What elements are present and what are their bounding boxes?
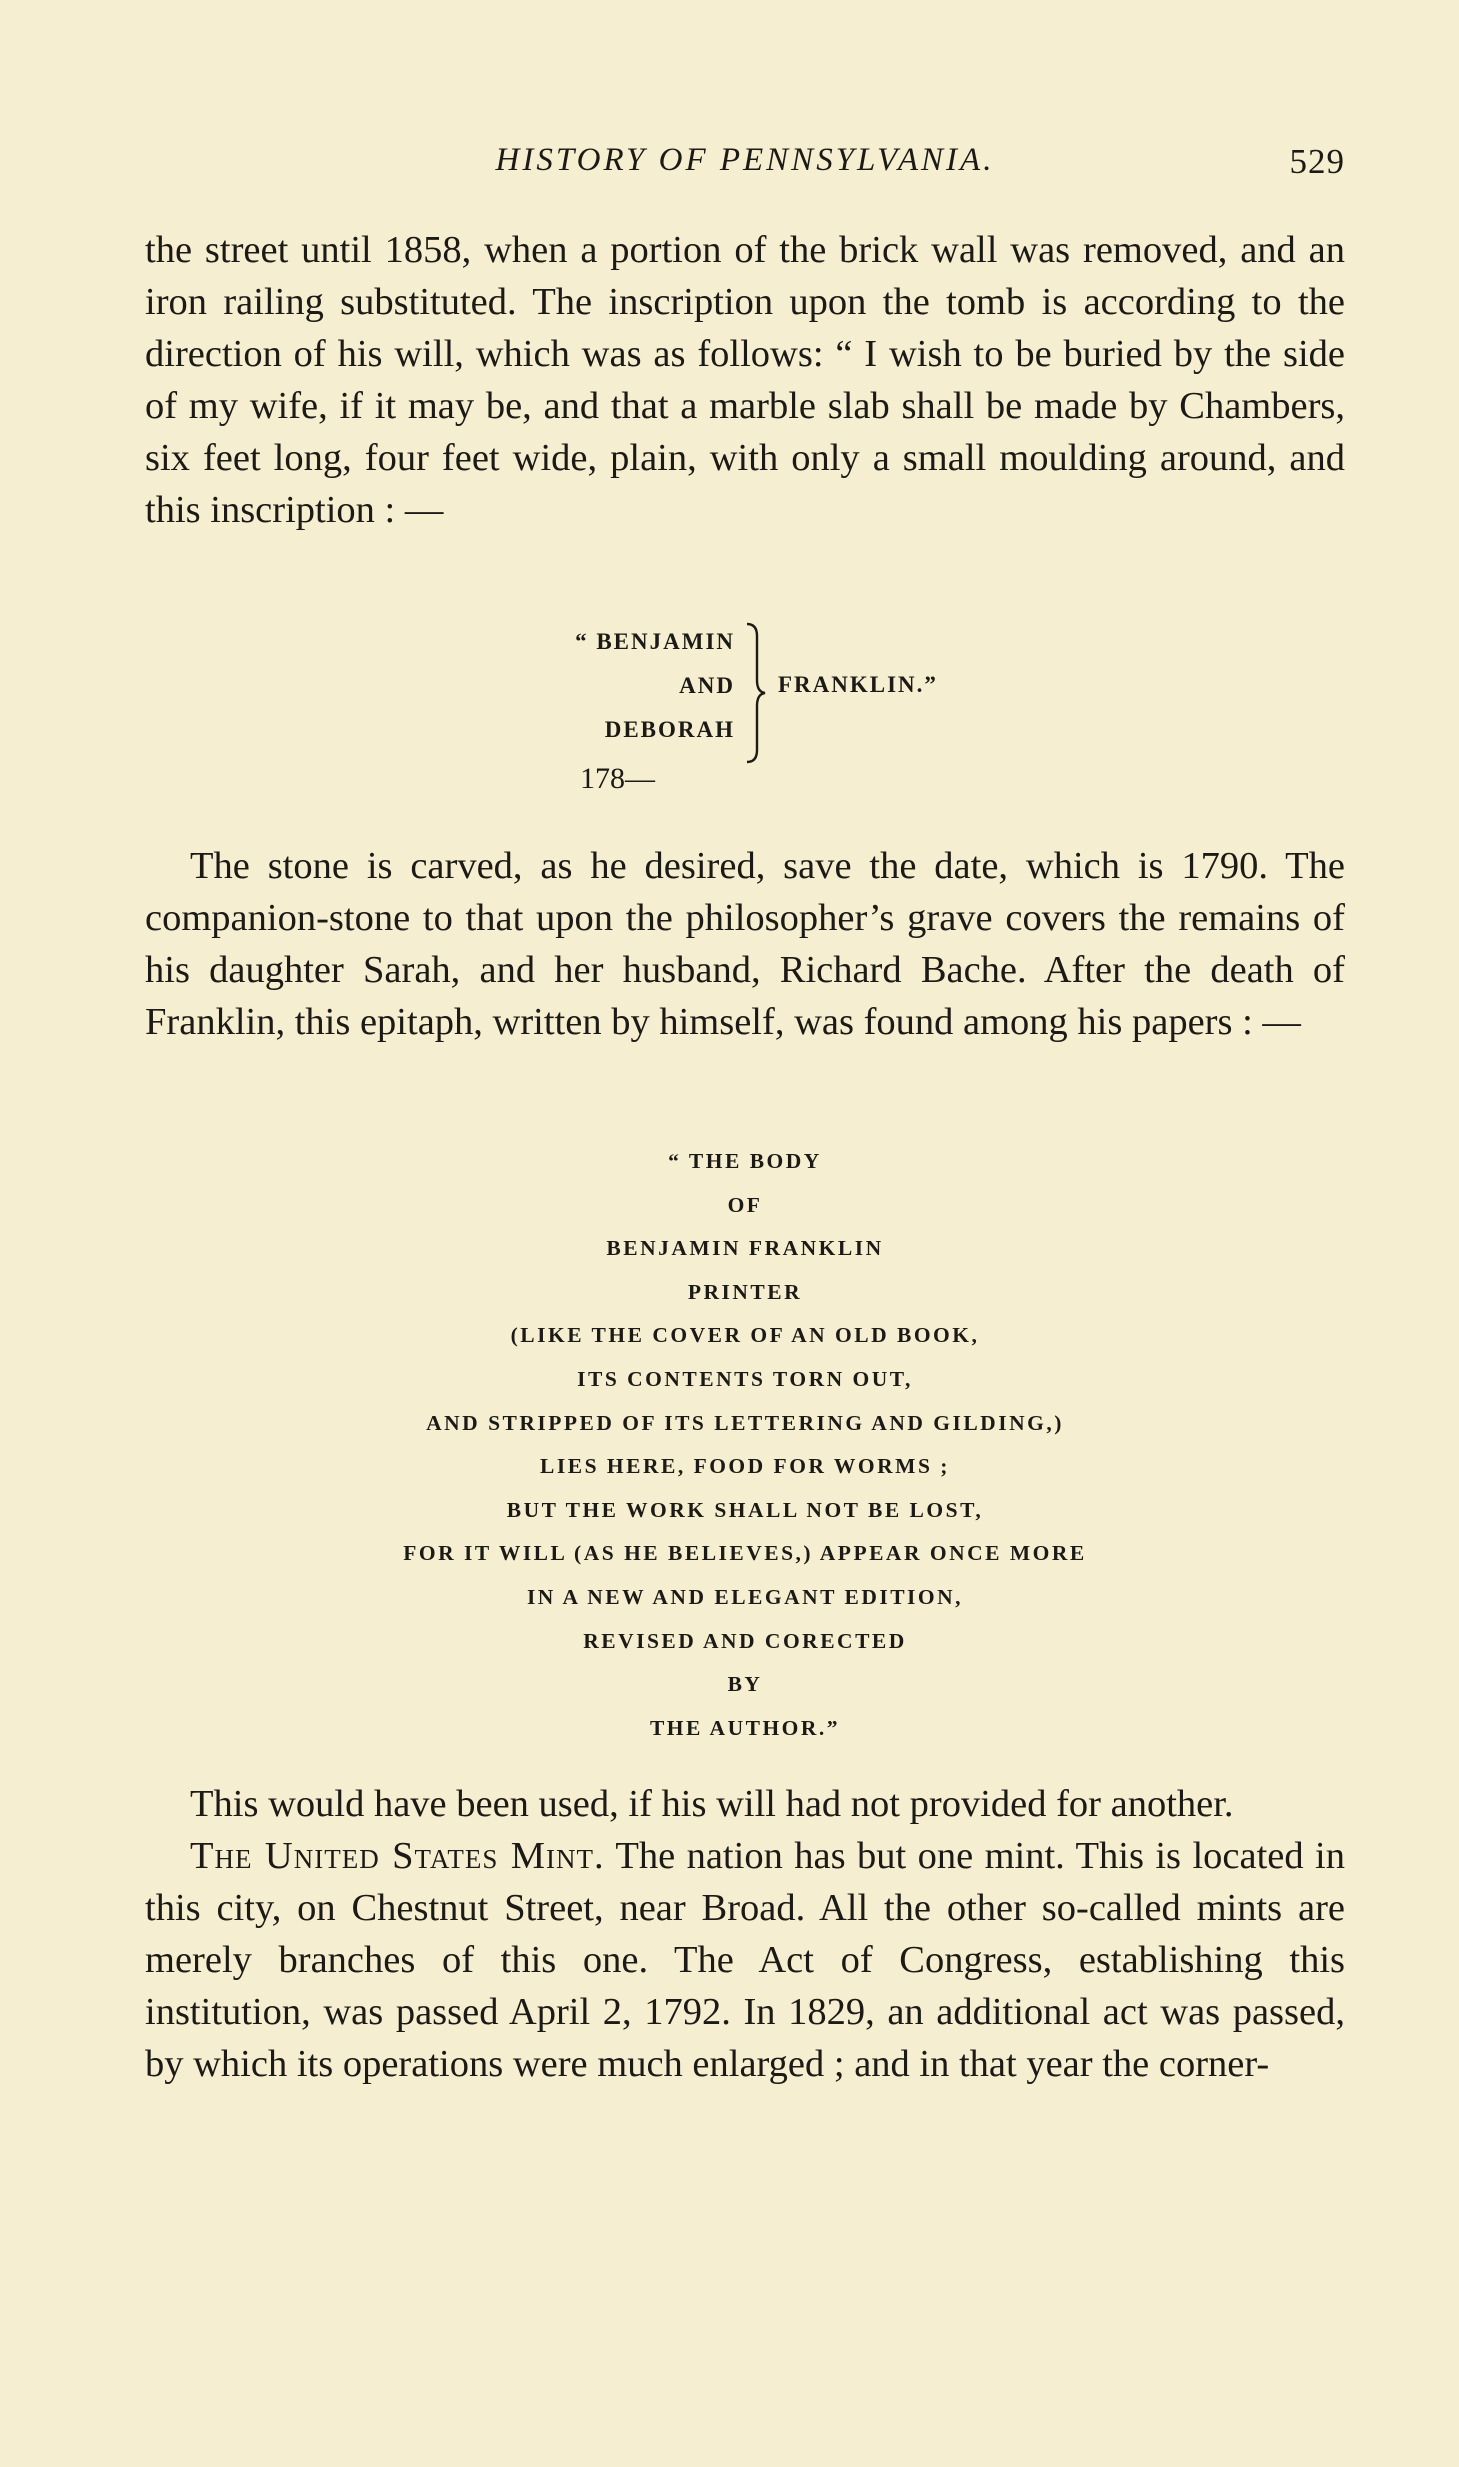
body-text-top bbox=[145, 224, 1345, 536]
page-number: 529 bbox=[1289, 142, 1345, 181]
epitaph-line: BENJAMIN FRANKLIN bbox=[606, 1236, 884, 1261]
epitaph-line: IN A NEW AND ELEGANT EDITION, bbox=[526, 1584, 964, 1609]
epitaph-line: ITS CONTENTS TORN OUT, bbox=[577, 1366, 913, 1391]
inscription-line-benjamin: “ BENJAMIN bbox=[575, 629, 735, 654]
epitaph-line: FOR IT WILL (AS HE BELIEVES,) APPEAR ONCE MORE bbox=[403, 1541, 1087, 1566]
epitaph-line: OF bbox=[727, 1192, 763, 1217]
inscription-names bbox=[500, 620, 735, 752]
inscription-surname: FRANKLIN.” bbox=[778, 672, 938, 697]
epitaph-line: BUT THE WORK SHALL NOT BE LOST, bbox=[506, 1497, 984, 1522]
epitaph-block bbox=[145, 1140, 1345, 1750]
right-brace-icon bbox=[745, 622, 767, 764]
inscription-line-deborah: DEBORAH bbox=[604, 717, 735, 742]
inscription-date: 178— bbox=[580, 762, 655, 795]
epitaph-line: REVISED AND CORECTED bbox=[583, 1628, 907, 1653]
epitaph-line: BY bbox=[727, 1672, 763, 1697]
inscription-line-and: AND bbox=[679, 673, 735, 698]
epitaph-line: PRINTER bbox=[687, 1279, 803, 1304]
paragraph-4 bbox=[145, 1830, 1345, 2090]
paragraph-3: This would have been used, if his will had not provided for another. bbox=[190, 1783, 1234, 1825]
tomb-inscription bbox=[500, 620, 1100, 820]
running-title: HISTORY OF PENNSYLVANIA. bbox=[495, 142, 995, 178]
epitaph-line: AND STRIPPED OF ITS LETTERING AND GILDING,) bbox=[426, 1410, 1064, 1435]
epitaph-line: “ THE BODY bbox=[668, 1149, 822, 1173]
paragraph-4-text: The nation has but one mint. This is located in this city, on Chestnut Street, near Broad. All the other so-called mints are merely branches of this one. The Act of Congress, establishing this institution, was passed April 2, 1792. In 1829, an additional act was passed, by which its operations were much enlarged ; and in that year the corner- bbox=[145, 1835, 1345, 2085]
epitaph-line: LIES HERE, FOOD FOR WORMS ; bbox=[540, 1454, 950, 1479]
body-text-bottom bbox=[145, 1778, 1345, 2090]
paragraph-2: The stone is carved, as he desired, save the date, which is 1790. The companion-stone to that upon the philosopher’s grave covers the remains of his daughter Sarah, and her husband, Richard Bache. After the death of Franklin, this epitaph, written by himself, was found among his papers : — bbox=[145, 845, 1345, 1043]
body-text-middle bbox=[145, 840, 1345, 1048]
section-heading-mint: The United States Mint. bbox=[190, 1835, 605, 1877]
page-header bbox=[145, 142, 1345, 192]
epitaph-line: (LIKE THE COVER OF AN OLD BOOK, bbox=[510, 1323, 980, 1348]
epitaph-line: THE AUTHOR.” bbox=[649, 1715, 841, 1740]
paragraph-1: the street until 1858, when a portion of the brick wall was removed, and an iron railing substituted. The inscription upon the tomb is according to the direction of his will, which was as follows: “ I wish to be buried by the side of my wife, if it may be, and that a marble slab shall be made by Chambers, six feet long, four feet wide, plain, with only a small moulding around, and this inscription : — bbox=[145, 229, 1345, 531]
